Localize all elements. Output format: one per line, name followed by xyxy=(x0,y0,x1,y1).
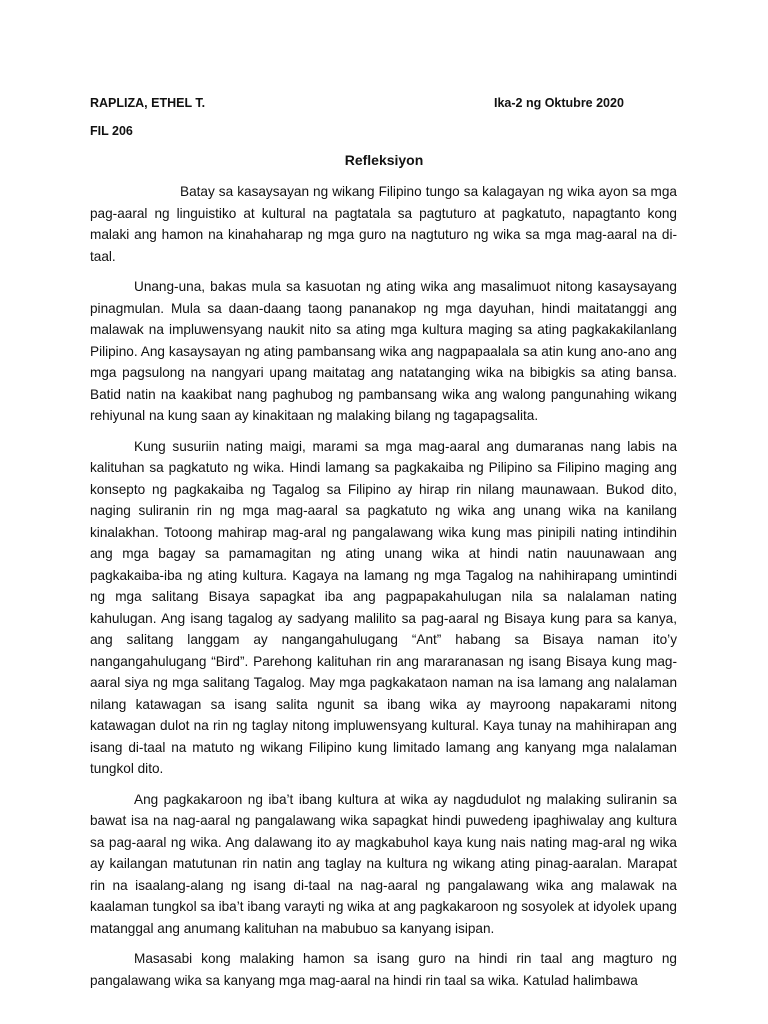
paragraph: Ang pagkakaroon ng iba’t ibang kultura at wika ay nagdudulot ng malaking suliranin sa bawat isa na nag-aaral ng pangalawang wika sapagkat hindi puwedeng ipaghiwalay ang kultura sa pag-aaral ng wika. Ang dalawang ito ay magkabuhol kaya kung nais nating mag-aral ng wika ay kailangan matutunan rin natin ang taglay na kultura ng wikang ating pinag-aaralan. Marapat rin na isaalang-alang ng isang di-taal na nag-aaral ng pangalawang wika ang malawak na kaalaman tungkol sa iba’t ibang varayti ng wika at ang pagkakaroon ng sosyolek at idyolek upang matanggal ang anumang kalituhan na mabubuo sa kanyang isipan. xyxy=(90,791,677,936)
page-title: Refleksiyon xyxy=(344,152,424,168)
paragraph: Unang-una, bakas mula sa kasuotan ng ating wika ang masalimuot nitong kasaysayang pinagmulan. Mula sa daan-daang taong pananakop ng mga dayuhan, hindi maitatanggi ang malawak na impluwensyang naukit nito sa ating mga kultura maging sa ating pagkakakilanlang Pilipino. Ang kasaysayan ng ating pambansang wika ang nagpapaalala sa atin kung ano-ano ang mga pagsulong na nangyari upang maitatag ang natatanging wika na bibigkis sa ating bansa. Batid natin na kaakibat nang paghubog ng pambansang wika ang walong pangunahing wikang rehiyunal na kung saan ay kinakitaan ng malaking bilang ng tagapagsalita. xyxy=(90,279,677,423)
paragraph: Masasabi kong malaking hamon sa isang guro na hindi rin taal ang magturo ng pangalawang wika sa kanyang mga mag-aaral na hindi rin taal sa wika. Katulad halimbawa xyxy=(90,951,677,988)
course-code: FIL 206 xyxy=(90,124,133,138)
document-body xyxy=(90,181,677,1000)
paragraph: Kung susuriin nating maigi, marami sa mga mag-aaral ang dumaranas nang labis na kalituhan sa pagkatuto ng wika. Hindi lamang sa pagkakaiba ng Pilipino sa Filipino maging ang konsepto ng pagkakaiba ng Tagalog sa Filipino ay hirap rin nilang maunawaan. Bukod dito, naging suliranin rin ng mga mag-aaral sa pagkatuto ng wika ang unang wika na kanilang kinalakhan. Totoong mahirap mag-aral ng pangalawang wika kung mas pinipili nating intindihin ang mga bagay sa pamamagitan ng ating unang wika at hindi natin nauunawaan ang pagkakaiba-iba ng ating kultura. Kagaya na lamang ng mga Tagalog na nahihirapang umintindi ng mga salitang Bisaya sapagkat iba ang pagpapakahulugan nila sa nalalaman nating kahulugan. Ang isang tagalog ay sadyang malilito sa pag-aaral ng Bisaya kung para sa kanya, ang salitang langgam ay nangangahulugang “Ant” habang sa Bisaya naman ito’y nangangahulugang “Bird”. Parehong kalituhan rin ang mararanasan ng isang Bisaya kung mag-aaral siya ng mga salitang Tagalog. May mga pagkakataon naman na isa lamang ang nalalaman nilang katawagan sa isang salita ngunit sa ibang wika ay mayroong napakarami nitong katawagan dulot na rin ng taglay nitong impluwensyang kultural. Kaya tunay na mahihirapan ang isang di-taal na matuto ng wikang Filipino kung limitado lamang ang kanyang mga nalalaman tungkol dito. xyxy=(90,438,677,776)
document-date: Ika-2 ng Oktubre 2020 xyxy=(494,96,624,110)
author-name: RAPLIZA, ETHEL T. xyxy=(90,96,206,110)
paragraph: Batay sa kasaysayan ng wikang Filipino tungo sa kalagayan ng wika ayon sa mga pag-aaral ng linguistiko at kultural na pagtatala sa pagtuturo at pagkatuto, napagtanto kong malaki ang hamon na kinahaharap ng mga guro na nagtuturo ng wika sa mga mag-aaral na di-taal. xyxy=(90,184,677,264)
